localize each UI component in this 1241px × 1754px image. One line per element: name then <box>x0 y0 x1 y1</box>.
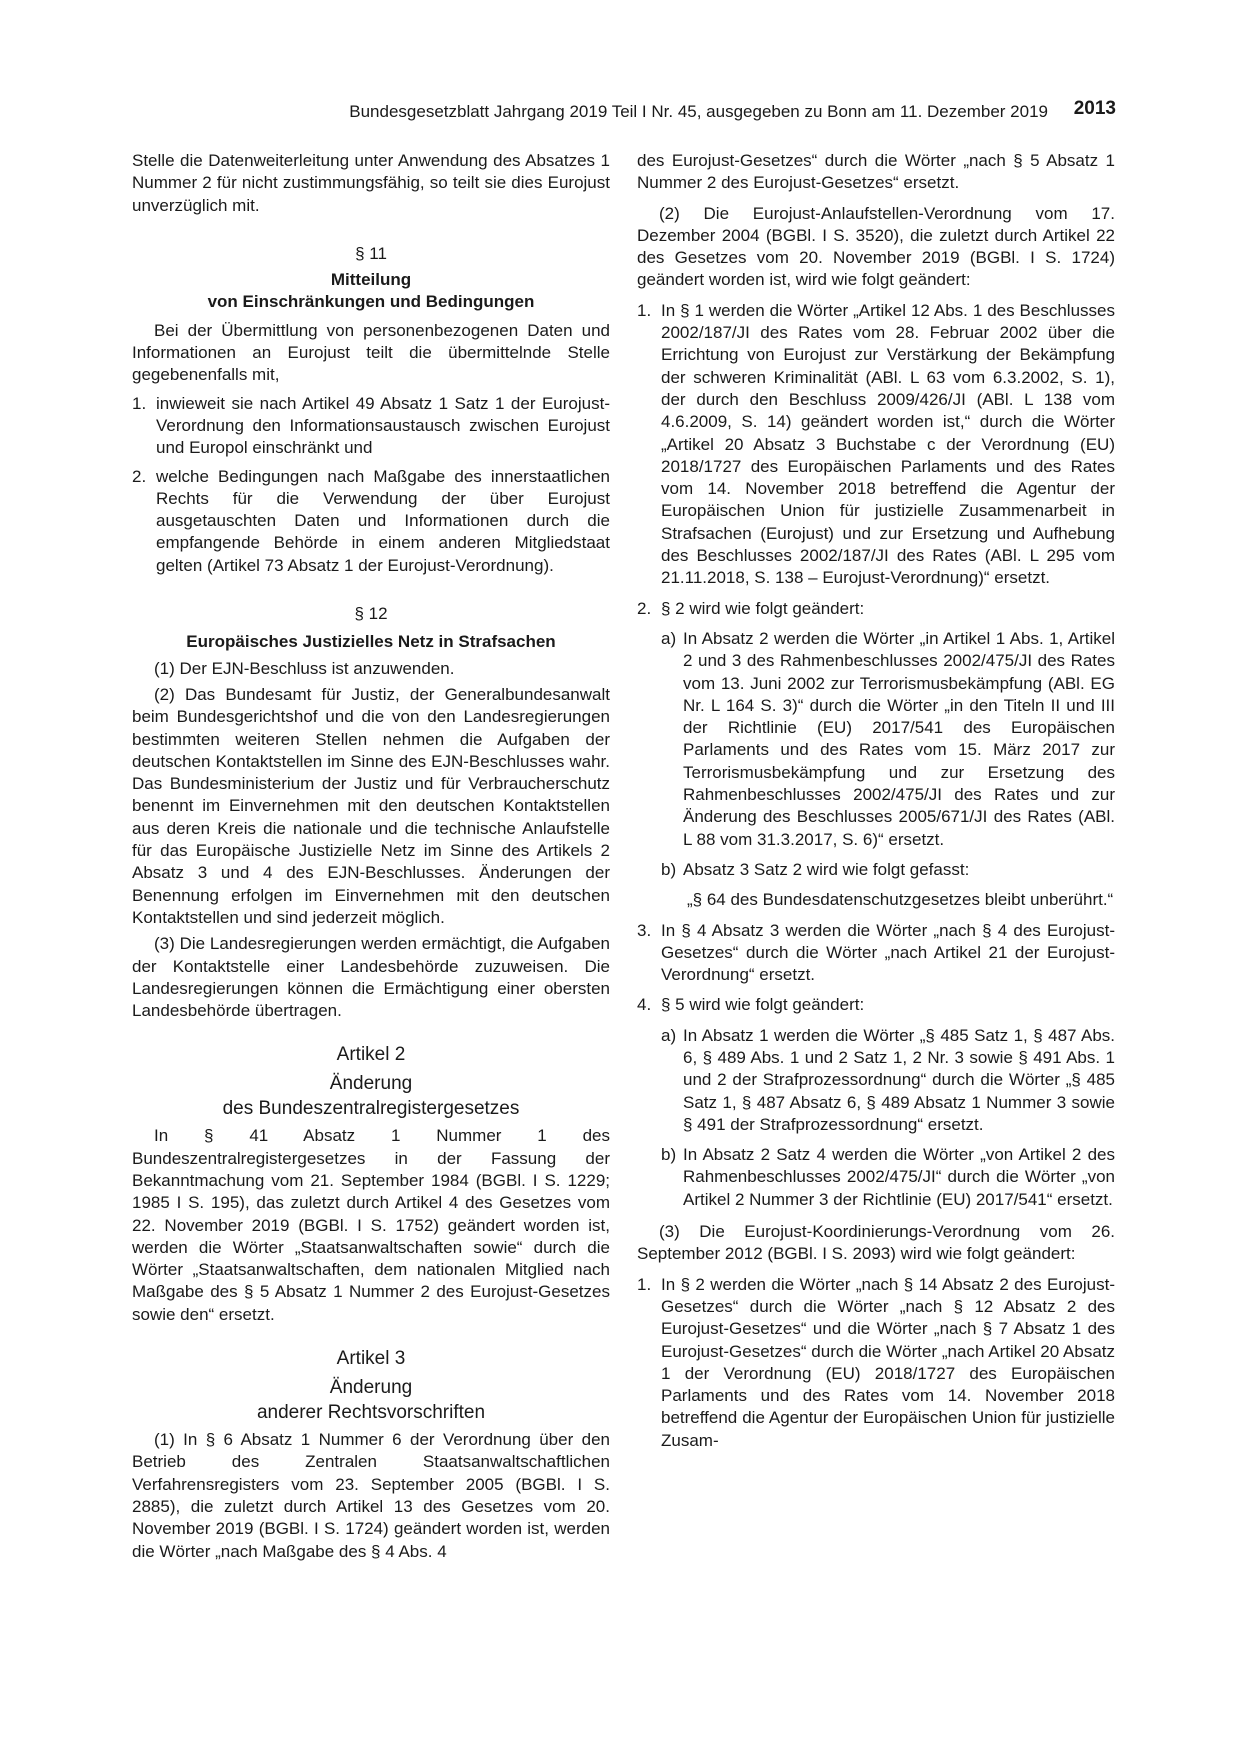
list-item-number: 1. <box>637 1274 652 1294</box>
list-item-text: In § 1 werden die Wörter „Artikel 12 Abs. 1 des Beschlusses 2002/187/JI des Rates vom 28. Februar 2002 über die Errichtung von Eurojust zur Verstärkung der Bekämpfung der schweren Kriminalität (ABl. L 63 vom 6.3.2002, S. 1), der durch den Beschluss 2009/426/JI (ABl. L 138 vom 4.6.2009, S. 14) geändert worden ist,“ durch die Wörter „Artikel 20 Absatz 3 Buchstabe c der Verordnung (EU) 2018/1727 des Europäischen Parlaments und des Rates vom 14. November 2018 betreffend die Agentur der Europäischen Union für justizielle Zusammenarbeit in Strafsachen (Eurojust) und zur Ersetzung und Aufhebung des Beschlusses 2002/187/JI des Rates (ABl. L 295 vom 21.11.2018, S. 138 – Eurojust-Verordnung)“ ersetzt. <box>661 300 1115 588</box>
article-2-number: Artikel 2 <box>336 1044 406 1066</box>
section-11-title-line2: von Einschränkungen und Bedingungen <box>207 292 535 312</box>
list-item-text: inwieweit sie nach Artikel 49 Absatz 1 Satz 1 der Eurojust-Verordnung den Informationsaustausch zwischen Eurojust und Europol einschränkt und <box>156 393 610 458</box>
sub-list-item-text: In Absatz 2 Satz 4 werden die Wörter „von Artikel 2 des Rahmenbeschlusses 2002/475/JI“ durch die Wörter „von Artikel 2 Nummer 3 der Richtlinie (EU) 2017/541“ ersetzt. <box>683 1145 1115 1209</box>
list-item-text: § 2 wird wie folgt geändert: <box>661 598 865 618</box>
sub-list-item-text: In Absatz 2 werden die Wörter „in Artikel 1 Abs. 1, Artikel 2 und 3 des Rahmenbeschlusses 2002/475/JI des Rates vom 13. Juni 2002 zur Terrorismusbekämpfung (ABl. EG Nr. L 164 S. 3)“ durch die Wörter „in den Titeln II und III der Richtlinie (EU) 2017/541 des Europäischen Parlaments und des Rates vom 15. März 2017 zur Terrorismusbekämpfung und zur Ersetzung des Rahmenbeschlusses 2002/475/JI des Rates und zur Änderung des Beschlusses 2005/671/JI des Rates (ABl. L 88 vom 31.3.2017, S. 6)“ ersetzt. <box>683 628 1115 849</box>
paragraph-2-intro: (2) Die Eurojust-Anlaufstellen-Verordnung vom 17. Dezember 2004 (BGBl. I S. 3520), die zuletzt durch Artikel 22 des Gesetzes vom 20. November 2019 (BGBl. I S. 1724) geändert worden ist, wird wie folgt geändert: <box>637 203 1115 290</box>
article-3-title-line2: anderer Rechtsvorschriften <box>256 1402 486 1424</box>
list-item <box>637 920 1115 987</box>
section-12-paragraph-2: (2) Das Bundesamt für Justiz, der Generalbundesanwalt beim Bundesgerichtshof und die von den Landesregierungen bestimmten weiteren Stellen nehmen die Aufgaben der deutschen Kontaktstellen im Sinne des EJN-Beschlusses wahr. Das Bundesministerium der Justiz und für Verbraucherschutz benennt im Einvernehmen mit den deutschen Kontaktstellen aus deren Kreis die nationale und die technische Anlaufstelle für das Europäische Justizielle Netz im Sinne des Artikels 2 Absatz 3 und 4 des EJN-Beschlusses. Änderungen der Benennung erfolgen im Einvernehmen mit den deutschen Kontaktstellen und sind jederzeit möglich. <box>132 684 610 927</box>
section-12-paragraph-1: (1) Der EJN-Beschluss ist anzuwenden. <box>154 658 455 678</box>
article-2-title-line1: Änderung <box>329 1073 413 1095</box>
section-11-intro: Bei der Übermittlung von personenbezogenen Daten und Informationen an Eurojust teilt die übermittelnde Stelle gegebenenfalls mit, <box>132 320 610 385</box>
article-2-paragraph: In § 41 Absatz 1 Nummer 1 des Bundeszentralregistergesetzes in der Fassung der Bekanntmachung vom 21. September 1984 (BGBl. I S. 1229; 1985 I S. 195), das zuletzt durch Artikel 4 des Gesetzes vom 22. November 2019 (BGBl. I S. 1752) geändert worden ist, werden die Wörter „Staatsanwaltschaften sowie“ durch die Wörter „Staatsanwaltschaften, dem nationalen Mitglied nach Maßgabe des § 5 Absatz 1 Nummer 2 des Eurojust-Gesetzes sowie den“ ersetzt. <box>132 1126 610 1324</box>
page-header <box>132 98 1116 128</box>
list-item <box>132 393 610 460</box>
list-item-text: In § 2 werden die Wörter „nach § 14 Absatz 2 des Eurojust-Gesetzes“ durch die Wörter „nach § 12 Absatz 2 des Eurojust-Gesetzes“ und die Wörter „nach § 7 Absatz 1 des Eurojust-Gesetzes“ durch die Wörter „nach Artikel 20 Absatz 1 der Verordnung (EU) 2018/1727 des Europäischen Parlaments und des Rates vom 14. November 2018 betreffend die Agentur der Europäischen Union für justizielle Zusam- <box>661 1274 1115 1450</box>
sub-list-item <box>661 628 1115 851</box>
section-12-title: Europäisches Justizielles Netz in Strafsachen <box>186 632 556 652</box>
paragraph-3-intro: (3) Die Eurojust-Koordinierungs-Verordnung vom 26. September 2012 (BGBl. I S. 2093) wird wie folgt geändert: <box>637 1222 1115 1264</box>
list-item-text: § 5 wird wie folgt geändert: <box>661 995 865 1015</box>
article-3-paragraph-1: (1) In § 6 Absatz 1 Nummer 6 der Verordnung über den Betrieb des Zentralen Staatsanwaltschaftlichen Verfahrensregisters vom 23. September 2005 (BGBl. I S. 2885), die zuletzt durch Artikel 13 des Gesetzes vom 20. November 2019 (BGBl. I S. 1724) geändert worden ist, werden die Wörter „nach Maßgabe des § 4 Abs. 4 <box>132 1430 610 1561</box>
continued-paragraph: des Eurojust-Gesetzes“ durch die Wörter „nach § 5 Absatz 1 Nummer 2 des Eurojust-Gesetzes“ ersetzt. <box>637 151 1115 193</box>
list-item-text: In § 4 Absatz 3 werden die Wörter „nach § 4 des Eurojust-Gesetzes“ durch die Wörter „nach Artikel 21 der Eurojust-Verordnung“ ersetzt. <box>661 920 1115 985</box>
article-3-title-line1: Änderung <box>329 1377 413 1399</box>
list-item-number: 1. <box>637 300 652 320</box>
list-item-text: welche Bedingungen nach Maßgabe des innerstaatlichen Rechts für die Verwendung der über Eurojust ausgetauschten Daten und Informationen durch die empfangende Behörde in einem anderen Mitgliedstaat gelten (Artikel 73 Absatz 1 der Eurojust-Verordnung). <box>156 466 610 575</box>
sub-list-item <box>661 1025 1115 1136</box>
list-item-number: 2. <box>132 466 147 486</box>
list-item-number: 2. <box>637 598 652 618</box>
page-number: 2013 <box>1073 98 1116 119</box>
sub-list-item-letter: b) <box>661 1145 677 1165</box>
continued-paragraph: Stelle die Datenweiterleitung unter Anwendung des Absatzes 1 Nummer 2 für nicht zustimmungsfähig, so teilt sie dies Eurojust unverzüglich mit. <box>132 151 610 215</box>
article-2-title-line2: des Bundeszentralregistergesetzes <box>222 1098 520 1120</box>
right-column <box>637 150 1115 1452</box>
section-11-number: § 11 <box>355 243 387 263</box>
running-title: Bundesgesetzblatt Jahrgang 2019 Teil I Nr. 45, ausgegeben zu Bonn am 11. Dezember 2019 <box>349 102 1048 121</box>
quoted-text: „§ 64 des Bundesdatenschutzgesetzes bleibt unberührt.“ <box>687 890 1114 910</box>
article-3-number: Artikel 3 <box>336 1348 406 1370</box>
sub-list-item-text: In Absatz 1 werden die Wörter „§ 485 Satz 1, § 487 Abs. 6, § 489 Abs. 1 und 2 Satz 1, 2 Nr. 3 sowie § 491 Abs. 1 und 2 der Strafprozessordnung“ durch die Wörter „§ 485 Satz 1, § 487 Absatz 6, § 489 Absatz 1 Nummer 3 sowie § 491 der Strafprozessordnung“ ersetzt. <box>683 1025 1115 1134</box>
section-11-title-line1: Mitteilung <box>330 270 412 290</box>
left-column <box>132 150 610 1563</box>
sub-list-item-letter: a) <box>661 1025 677 1045</box>
sub-list-item-letter: b) <box>661 859 677 879</box>
section-12-paragraph-3: (3) Die Landesregierungen werden ermächtigt, die Aufgaben der Kontaktstelle einer Landesbehörde zuzuweisen. Die Landesregierungen können die Ermächtigung einer obersten Landesbehörde übertragen. <box>132 934 610 1021</box>
list-item <box>637 994 1115 1016</box>
section-12-number: § 12 <box>354 604 388 624</box>
sub-list-item <box>661 859 1115 881</box>
list-item-number: 4. <box>637 995 652 1015</box>
sub-list-item-text: Absatz 3 Satz 2 wird wie folgt gefasst: <box>683 859 970 879</box>
list-item <box>132 466 610 577</box>
sub-list-item <box>661 1144 1115 1211</box>
list-item <box>637 1274 1115 1452</box>
list-item-number: 3. <box>637 920 652 940</box>
list-item-number: 1. <box>132 393 147 413</box>
list-item <box>637 300 1115 590</box>
sub-list-item-letter: a) <box>661 628 677 648</box>
list-item <box>637 598 1115 620</box>
